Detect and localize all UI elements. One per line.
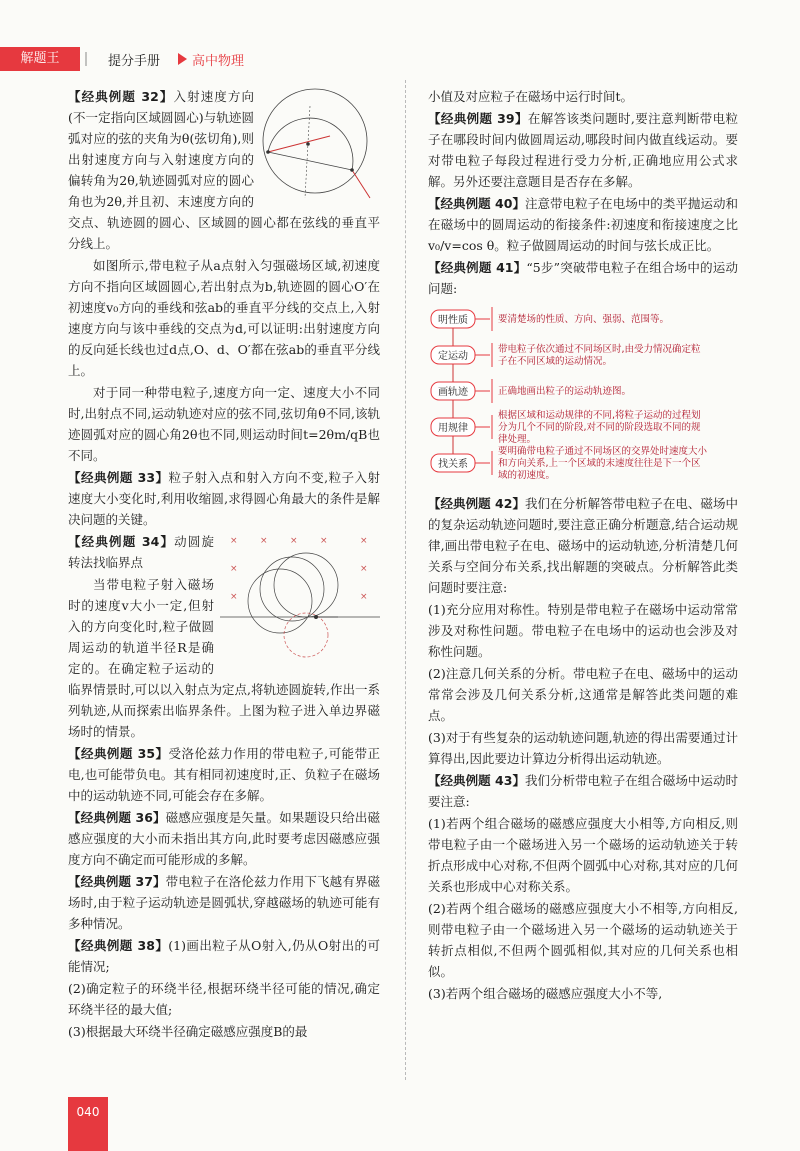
- svg-text:×: ×: [260, 536, 268, 546]
- figure-chord-angle: [260, 86, 380, 204]
- subject-title: 高中物理: [192, 54, 245, 69]
- paragraph: 带电粒子在洛伦兹力作用下飞越有界磁场时,由于粒子运动轨迹是圆弧状,穿越磁场的轨迹可能有多种情况。: [68, 874, 380, 931]
- column-divider: [405, 80, 406, 1080]
- example-label: 【经典例题 42】: [428, 496, 525, 511]
- flow-step: [431, 379, 631, 403]
- paragraph: (3)根据最大环绕半径确定磁感应强度B的最: [68, 1024, 308, 1039]
- book-title: 提分手册: [108, 54, 161, 69]
- page-header: [0, 47, 800, 73]
- paragraph: (1)若两个组合磁场的磁感应强度大小相等,方向相反,则带电粒子由一个磁场进入另一个磁场的运动轨迹关于转折点形成中心对称,不但两个圆弧中心对称,其对应的几何关系也形成中心对称关系。: [428, 816, 738, 894]
- svg-text:×: ×: [360, 592, 368, 602]
- paragraph: 如图所示,带电粒子从a点射入匀强磁场区域,初速度方向不指向区域圆圆心,若出射点为b,轨迹圆的圆心O′在初速度v₀方向的垂线和弦ab的垂直平分线的交点上,入射速度方向与该中垂线的交点为d,可以证明:出射速度方向的反向延长线也过d点,O、d、O′都在弦ab的垂直平分线上。: [68, 258, 380, 378]
- paragraph: 我们在分析解答带电粒子在电、磁场中的复杂运动轨迹问题时,要注意正确分析题意,结合运动规律,画出带电粒子在电、磁场中的运动轨迹,分析清楚几何关系与空间分布关系,找出解题的突破点。分析解答此类问题时要注意:: [428, 496, 738, 595]
- paragraph: 受洛伦兹力作用的带电粒子,可能带正电,也可能带负电。其有相同初速度时,正、负粒子在磁场中的运动轨迹不同,可能会存在多解。: [68, 746, 381, 803]
- example-label: 【经典例题 37】: [68, 874, 166, 889]
- flow-step-label: 用规律: [438, 423, 468, 434]
- paragraph: 入射速度方向(不一定指向区域圆圆心)与轨迹圆弧对应的弦的夹角为θ(弦切角),则出射速度方向与入射速度方向的偏转角为2θ,轨迹圆弧对应的圆心角也为2θ,并且初、末速度方向的交点、轨迹圆的圆心、区域圆的圆心都在弦线的垂直平分线上。: [68, 89, 380, 251]
- flow-step-label: 找关系: [438, 459, 468, 470]
- flow-step: [431, 409, 701, 445]
- arrow-icon: [178, 53, 187, 65]
- example-label: 【经典例题 40】: [428, 196, 525, 211]
- example-label: 【经典例题 41】: [428, 260, 527, 275]
- flow-step-desc: 带电粒子依次通过不同场区时,由受力情况确定粒子在不同区域的运动情况。: [498, 344, 701, 367]
- header-divider: [80, 49, 106, 69]
- svg-text:×: ×: [290, 536, 298, 546]
- example-label: 【经典例题 43】: [428, 773, 525, 788]
- svg-text:×: ×: [320, 536, 328, 546]
- paragraph: 当带电粒子射入磁场时的速度v大小一定,但射入的方向变化时,粒子做圆周运动的轨道半径R是确定的。在确定粒子运动的临界情景时,可以以入射点为定点,将轨迹圆旋转,作出一系列轨迹,从而探索出临界条件。上图为粒子进入单边界磁场时的情景。: [68, 577, 380, 739]
- example-label: 【经典例题 36】: [68, 810, 166, 825]
- paragraph: 粒子射入点和射入方向不变,粒子入射速度大小变化时,利用收缩圆,求得圆心角最大的条件是解决问题的关键。: [68, 470, 381, 527]
- right-column: [428, 86, 738, 1005]
- figure-rotating-circles: [220, 531, 380, 661]
- five-step-flowchart: [428, 303, 738, 489]
- page-number: 040: [76, 1105, 100, 1119]
- flow-step-label: 定运动: [438, 351, 468, 362]
- svg-text:×: ×: [360, 564, 368, 574]
- brand-label: 解题王: [0, 47, 80, 71]
- paragraph: 磁感应强度是矢量。如果题设只给出磁感应强度的大小而未指出其方向,此时要考虑因磁感应强度方向不确定而可能形成的多解。: [68, 810, 380, 867]
- paragraph: “5步”突破带电粒子在组合场中的运动问题:: [428, 260, 738, 296]
- flow-step: [431, 445, 708, 481]
- paragraph: (2)确定粒子的环绕半径,根据环绕半径可能的情况,确定环绕半径的最大值;: [68, 981, 380, 1017]
- paragraph: (1)画出粒子从O射入,仍从O射出的可能情况;: [68, 938, 380, 974]
- example-label: 【经典例题 39】: [428, 111, 528, 126]
- paragraph: 小值及对应粒子在磁场中运行时间t。: [428, 89, 634, 104]
- flow-step-label: 明性质: [438, 315, 468, 326]
- example-label: 【经典例题 33】: [68, 470, 169, 485]
- paragraph: (3)若两个组合磁场的磁感应强度大小不等,: [428, 986, 663, 1001]
- flowchart-graphic: [428, 303, 738, 483]
- left-column: [68, 86, 380, 1043]
- paragraph: (2)注意几何关系的分析。带电粒子在电、磁场中的运动常常会涉及几何关系分析,这通常是解答此类问题的难点。: [428, 666, 738, 723]
- flow-step-desc: 要清楚场的性质、方向、强弱、范围等。: [498, 314, 670, 325]
- example-label: 【经典例题 34】: [68, 534, 175, 549]
- paragraph: (1)充分应用对称性。特别是带电粒子在磁场中运动常常涉及对称性问题。带电粒子在电场中的运动也会涉及对称性问题。: [428, 602, 738, 659]
- page-number-tab: [68, 1097, 108, 1151]
- svg-text:×: ×: [230, 564, 238, 574]
- paragraph: (3)对于有些复杂的运动轨迹问题,轨迹的得出需要通过计算得出,因此要边计算边分析得出运动轨迹。: [428, 730, 738, 766]
- example-label: 【经典例题 35】: [68, 746, 169, 761]
- paragraph: 在解答该类问题时,要注意判断带电粒子在哪段时间内做圆周运动,哪段时间内做直线运动。要对带电粒子每段过程进行受力分析,正确地应用公式求解。另外还要注意题目是否存在多解。: [428, 111, 738, 189]
- flow-step: [431, 307, 669, 331]
- paragraph: (2)若两个组合磁场的磁感应强度大小不相等,方向相反,则带电粒子由一个磁场进入另一个磁场的运动轨迹关于转折点相似,不但两个圆弧相似,其对应的几何关系也相似。: [428, 901, 738, 979]
- paragraph: 动圆旋转法找临界点: [68, 534, 214, 570]
- paragraph: 注意带电粒子在电场中的类平抛运动和在磁场中的圆周运动的衔接条件:初速度和衔接速度之比v₀/v=cos θ。粒子做圆周运动的时间与弦长成正比。: [428, 196, 738, 253]
- paragraph: 我们分析带电粒子在组合磁场中运动时要注意:: [428, 773, 738, 809]
- flow-step-desc: 正确地画出粒子的运动轨迹图。: [498, 386, 632, 397]
- flow-step-desc: 要明确带电粒子通过不同场区的交界处时速度大小和方向关系,上一个区域的末速度往往是下一个区域的初速度。: [498, 446, 708, 481]
- flow-step-desc: 根据区域和运动规律的不同,将粒子运动的过程划分为几个不同的阶段,对不同的阶段选取不同的规律处理。: [498, 410, 701, 445]
- example-label: 【经典例题 38】: [68, 938, 169, 953]
- paragraph: 对于同一种带电粒子,速度方向一定、速度大小不同时,出射点不同,运动轨迹对应的弦不同,弦切角θ不同,该轨迹圆弧对应的圆心角2θ也不同,则运动时间t=2θm/qB也不同。: [68, 385, 380, 463]
- svg-text:×: ×: [230, 536, 238, 546]
- svg-text:×: ×: [360, 536, 368, 546]
- flow-step-label: 画轨迹: [438, 387, 468, 398]
- flow-step: [431, 343, 701, 367]
- example-label: 【经典例题 32】: [68, 89, 174, 104]
- svg-text:×: ×: [230, 592, 238, 602]
